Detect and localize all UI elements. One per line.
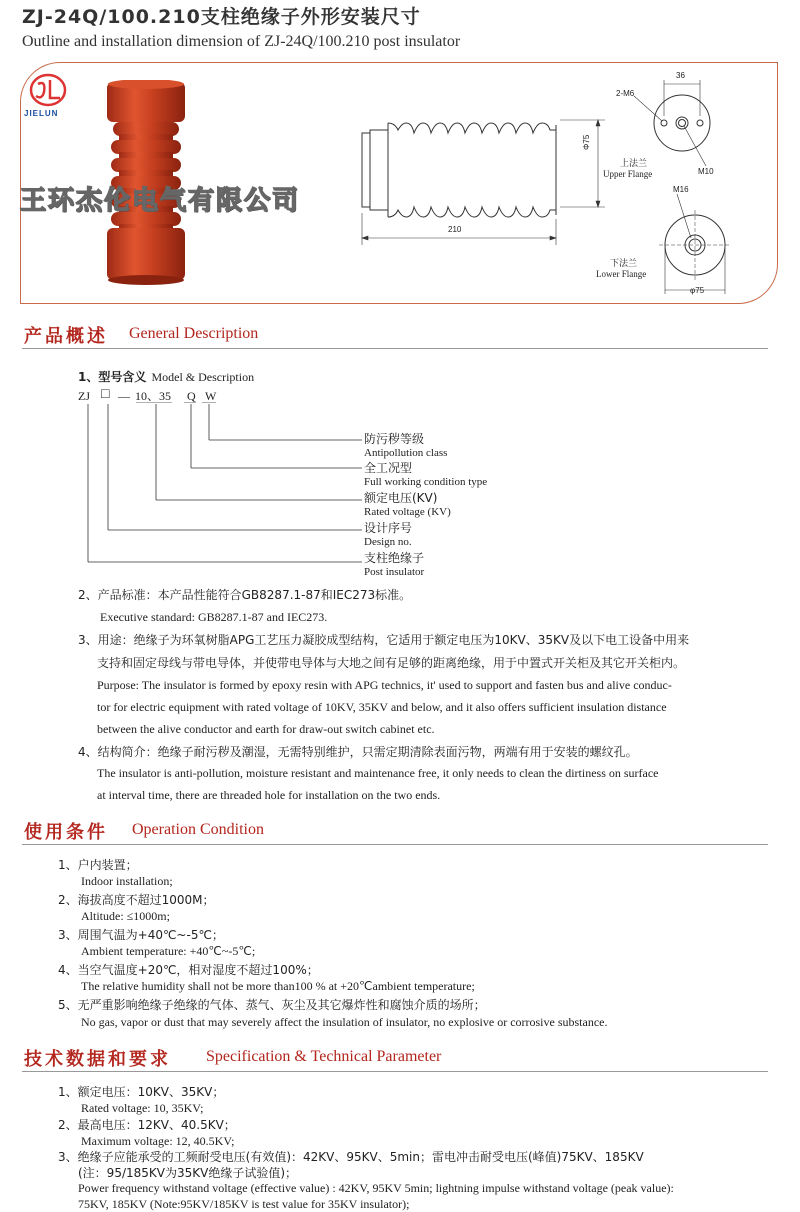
spec-item3-cn-2: (注：95/185KV为35KV绝缘子试验值)； bbox=[78, 1166, 298, 1180]
spec-item3-en-1: Power frequency withstand voltage (effective value) : 42KV, 95KV 5min; lightning impulse withstand voltage (peak value): bbox=[78, 1181, 674, 1195]
lower-flange-thread: M16 bbox=[673, 185, 689, 194]
spec-item2-en: Maximum voltage: 12, 40.5KV; bbox=[81, 1134, 235, 1148]
model-heading bbox=[78, 366, 254, 385]
section-title-cn: 产品概述 bbox=[24, 326, 108, 347]
op-item-cn: 3、周围气温为+40℃~-5℃； bbox=[58, 928, 224, 942]
op-item-en: Indoor installation; bbox=[81, 874, 173, 888]
legend-item bbox=[364, 459, 487, 489]
op-item-en: No gas, vapor or dust that may severely affect the insulation of insulator, no explosive or corrosive substance. bbox=[81, 1015, 608, 1029]
op-item-cn: 5、无严重影响绝缘子绝缘的气体、蒸气、灰尘及其它爆炸性和腐蚀介质的场所； bbox=[58, 998, 486, 1012]
section-operation-condition bbox=[22, 818, 768, 845]
item4-en-2: at interval time, there are threaded hole for installation on the two ends. bbox=[97, 788, 441, 802]
section-title-en: Specification & Technical Parameter bbox=[206, 1048, 442, 1065]
legend-en: Post insulator bbox=[364, 566, 425, 578]
legend-item bbox=[364, 489, 451, 519]
page-title-cn: ZJ-24Q/100.210支柱绝缘子外形安装尺寸 bbox=[22, 6, 421, 28]
side-view-drawing bbox=[350, 95, 620, 250]
lower-flange-diameter: φ75 bbox=[690, 286, 705, 295]
section-title-cn: 技术数据和要求 bbox=[24, 1049, 171, 1070]
legend-cn: 全工况型 bbox=[364, 461, 413, 475]
op-item-en: Ambient temperature: +40℃~-5℃; bbox=[81, 944, 256, 958]
model-code-voltage: 10、35 bbox=[135, 389, 172, 403]
spec-item3-en-2: 75KV, 185KV (Note:95KV/185KV is test value for 35KV insulator); bbox=[78, 1197, 410, 1211]
model-code-q: Q bbox=[187, 389, 196, 403]
lower-flange-drawing bbox=[655, 190, 755, 300]
item4-cn: 4、结构简介：绝缘子耐污秽及潮湿，无需特别维护，只需定期清除表面污物，两端有用于安装的螺纹孔。 bbox=[78, 745, 638, 759]
section-general-description bbox=[22, 322, 768, 349]
legend-cn: 额定电压(KV) bbox=[364, 491, 438, 505]
section-specification bbox=[22, 1045, 768, 1072]
model-legend-lines bbox=[80, 402, 370, 572]
op-item-en: Altitude: ≤1000m; bbox=[81, 909, 170, 923]
spec-item2-cn: 2、最高电压：12KV、40.5KV； bbox=[58, 1118, 236, 1132]
spec-item1-cn: 1、额定电压：10KV、35KV； bbox=[58, 1085, 225, 1099]
op-item-en: The relative humidity shall not be more than100 % at +20℃ambient temperature; bbox=[81, 979, 475, 993]
item4-en-1: The insulator is anti-pollution, moisture resistant and maintenance free, it only needs to clean the dirtiness on surface bbox=[97, 766, 659, 780]
logo-text: JIELUN bbox=[24, 109, 59, 118]
legend-item bbox=[364, 430, 447, 460]
section-title-en: General Description bbox=[129, 325, 259, 342]
diameter-dimension: Φ75 bbox=[582, 134, 591, 150]
jielun-logo-icon bbox=[28, 72, 68, 110]
section-title-cn: 使用条件 bbox=[24, 822, 108, 843]
item3-en-2: tor for electric equipment with rated voltage of 10KV, 35KV and below, and it also offers sufficient insulation distance bbox=[97, 700, 667, 714]
upper-flange-label-cn: 上法兰 bbox=[620, 159, 648, 169]
legend-en: Antipollution class bbox=[364, 447, 448, 459]
section-title-en: Operation Condition bbox=[132, 821, 264, 838]
legend-cn: 支柱绝缘子 bbox=[364, 551, 425, 565]
item2-en: Executive standard: GB8287.1-87 and IEC273. bbox=[100, 610, 328, 624]
spec-item1-en: Rated voltage: 10, 35KV; bbox=[81, 1101, 204, 1115]
item3-en-1: Purpose: The insulator is formed by epoxy resin with APG technics, it' used to support and fasten bus and alive conduc- bbox=[97, 678, 672, 692]
legend-en: Design no. bbox=[364, 536, 412, 548]
upper-flange-thread: M10 bbox=[698, 167, 714, 176]
item3-en-3: between the alive conductor and earth for draw-out switch cabinet etc. bbox=[97, 722, 435, 736]
legend-en: Full working condition type bbox=[364, 476, 488, 488]
upper-flange-holes: 2-M6 bbox=[616, 89, 635, 98]
page-title-en: Outline and installation dimension of ZJ-24Q/100.210 post insulator bbox=[22, 33, 461, 50]
op-item-cn: 1、户内装置； bbox=[58, 858, 138, 872]
item2-cn: 2、产品标准：本产品性能符合GB8287.1-87和IEC273标准。 bbox=[78, 588, 412, 602]
model-code-box: □ bbox=[101, 387, 110, 402]
legend-cn: 防污秽等级 bbox=[364, 432, 425, 446]
item3-cn-1: 3、用途：绝缘子为环氧树脂APG工艺压力凝胶成型结构，它适用于额定电压为10KV、35KV及以下电工设备中用来 bbox=[78, 633, 690, 647]
lower-flange-label-en: Lower Flange bbox=[596, 269, 647, 279]
company-watermark: 王环杰伦电气有限公司 bbox=[20, 186, 301, 216]
model-code-zj: ZJ bbox=[78, 389, 90, 403]
model-code-w: W bbox=[205, 389, 217, 403]
op-item-cn: 4、当空气温度+20℃，相对湿度不超过100%； bbox=[58, 963, 319, 977]
model-code-dash: — bbox=[118, 389, 130, 403]
item3-cn-2: 支持和固定母线与带电导体，并使带电导体与大地之间有足够的距离绝缘，用于中置式开关柜及其它开关柜内。 bbox=[97, 656, 686, 670]
legend-en: Rated voltage (KV) bbox=[364, 506, 451, 518]
upper-flange-label-en: Upper Flange bbox=[603, 169, 653, 179]
model-heading-en: Model & Description bbox=[151, 370, 255, 384]
legend-item bbox=[364, 549, 424, 579]
length-dimension: 210 bbox=[448, 225, 462, 234]
spec-item3-cn-1: 3、绝缘子应能承受的工频耐受电压(有效值)：42KV、95KV、5min；雷电冲击耐受电压(峰值)75KV、185KV bbox=[58, 1150, 644, 1164]
legend-item bbox=[364, 519, 412, 549]
lower-flange-label-cn: 下法兰 bbox=[610, 259, 638, 269]
model-heading-cn: 1、型号含义 bbox=[78, 370, 147, 384]
upper-flange-width: 36 bbox=[676, 71, 685, 80]
op-item-cn: 2、海拔高度不超过1000M； bbox=[58, 893, 215, 907]
legend-cn: 设计序号 bbox=[364, 521, 413, 535]
